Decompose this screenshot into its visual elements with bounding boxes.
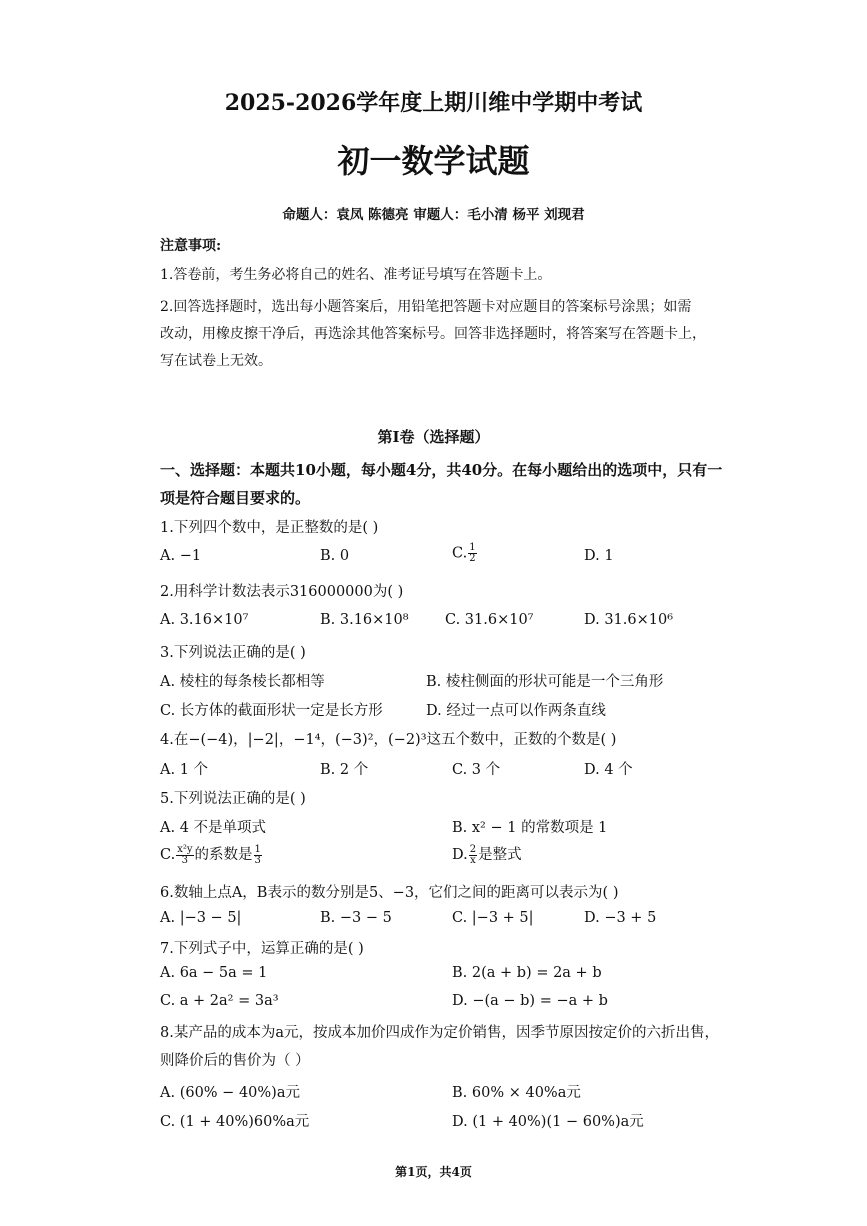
question-5-stem: 5.下列说法正确的是( ) [160, 791, 306, 807]
question-3-stem: 3.下列说法正确的是( ) [160, 645, 306, 661]
fraction-denominator: 3 [254, 854, 261, 866]
question-4-option-b: B. 2 个 [320, 762, 369, 778]
question-2-option-b: B. 3.16×10⁸ [320, 612, 409, 628]
question-1-option-b: B. 0 [320, 548, 350, 564]
question-3-option-c: C. 长方体的截面形状一定是长方形 [160, 703, 383, 719]
question-5-option-b: B. x² − 1 的常数项是 1 [452, 820, 608, 836]
question-4-option-a: A. 1 个 [160, 762, 209, 778]
fraction-denominator: 2 [469, 553, 476, 564]
question-1-option-a: A. −1 [160, 548, 202, 564]
question-7-option-d: D. −(a − b) = −a + b [452, 993, 608, 1009]
question-7-option-a: A. 6a − 5a = 1 [160, 965, 268, 981]
question-6-option-d: D. −3 + 5 [584, 910, 657, 926]
option-text: 是整式 [478, 847, 522, 863]
option-c-label: C. [452, 545, 468, 562]
question-4-option-d: D. 4 个 [584, 762, 633, 778]
section-intro-line-1: 一、选择题：本题共10小题，每小题4分，共40分。在每小题给出的选项中，只有一 [160, 461, 723, 479]
question-3-option-a: A. 棱柱的每条棱长都相等 [160, 674, 325, 690]
question-2-option-c: C. 31.6×10⁷ [445, 612, 534, 628]
option-d-label: D. [452, 847, 468, 863]
question-6-option-a: A. |−3 − 5| [160, 910, 242, 926]
question-3-option-b: B. 棱柱侧面的形状可能是一个三角形 [426, 674, 664, 690]
question-4-stem: 4.在−(−4)，|−2|，−1⁴，(−3)²，(−2)³这五个数中，正数的个数是( ) [160, 732, 617, 748]
exam-subject-title: 初一数学试题 [337, 142, 530, 180]
question-4-option-c: C. 3 个 [452, 762, 501, 778]
question-2-option-d: D. 31.6×10⁶ [584, 612, 674, 628]
question-2-stem: 2.用科学计数法表示316000000为( ) [160, 584, 404, 600]
notes-heading: 注意事项: [160, 238, 222, 254]
question-8-option-d: D. (1 + 40%)(1 − 60%)a元 [452, 1114, 644, 1130]
fraction-numerator: 1 [254, 843, 261, 855]
fraction [469, 845, 477, 866]
exam-title: 2025-2026学年度上期川维中学期中考试 [224, 90, 643, 116]
fraction-numerator: x²y [177, 843, 193, 855]
question-8-option-c: C. (1 + 40%)60%a元 [160, 1114, 310, 1130]
question-1-option-c [452, 543, 478, 564]
question-6-option-c: C. |−3 + 5| [452, 910, 534, 926]
question-6-option-b: B. −3 − 5 [320, 910, 392, 926]
fraction-numerator: 2 [469, 843, 477, 855]
question-7-stem: 7.下列式子中，运算正确的是( ) [160, 941, 364, 957]
option-c-label: C. [160, 847, 176, 863]
option-text: 的系数是 [194, 847, 253, 863]
question-3-option-d: D. 经过一点可以作两条直线 [426, 703, 606, 719]
question-1-option-d: D. 1 [584, 548, 614, 564]
notes-item-2-line-3: 写在试卷上无效。 [160, 353, 272, 369]
question-1-stem: 1.下列四个数中，是正整数的是( ) [160, 520, 379, 536]
question-6-stem: 6.数轴上点A，B表示的数分别是5、−3，它们之间的距离可以表示为( ) [160, 885, 619, 901]
notes-item-2-line-1: 2.回答选择题时，选出每小题答案后，用铅笔把答题卡对应题目的答案标号涂黑；如需 [160, 299, 692, 315]
exam-authors: 命题人：袁凤 陈德亮 审题人：毛小清 杨平 刘现君 [282, 207, 585, 223]
question-7-option-c: C. a + 2a² = 3a³ [160, 993, 279, 1009]
question-5-option-c [160, 843, 263, 866]
question-7-option-b: B. 2(a + b) = 2a + b [452, 965, 602, 981]
fraction [176, 845, 193, 866]
question-8-option-b: B. 60% × 40%a元 [452, 1085, 581, 1101]
question-5-option-d [452, 843, 522, 866]
question-8-stem-line-2: 则降价后的售价为（ ） [160, 1053, 310, 1069]
question-8-option-a: A. (60% − 40%)a元 [160, 1085, 300, 1101]
notes-item-1: 1.答卷前，考生务必将自己的姓名、准考证号填写在答题卡上。 [160, 267, 552, 283]
fraction-denominator: x [470, 854, 476, 866]
question-5-option-a: A. 4 不是单项式 [160, 820, 267, 836]
page-number: 第1页，共4页 [395, 1165, 472, 1179]
section-intro-line-2: 项是符合题目要求的。 [160, 489, 311, 507]
fraction [254, 845, 262, 866]
section-title: 第Ⅰ卷（选择题） [377, 428, 490, 446]
notes-item-2-line-2: 改动，用橡皮擦干净后，再选涂其他答案标号。回答非选择题时，将答案写在答题卡上， [160, 326, 706, 342]
fraction-denominator: 3 [181, 854, 189, 866]
fraction-numerator: 1 [469, 542, 476, 553]
question-8-stem-line-1: 8.某产品的成本为a元，按成本加价四成作为定价销售，因季节原因按定价的六折出售， [160, 1025, 719, 1041]
question-2-option-a: A. 3.16×10⁷ [160, 612, 249, 628]
fraction [468, 543, 476, 564]
